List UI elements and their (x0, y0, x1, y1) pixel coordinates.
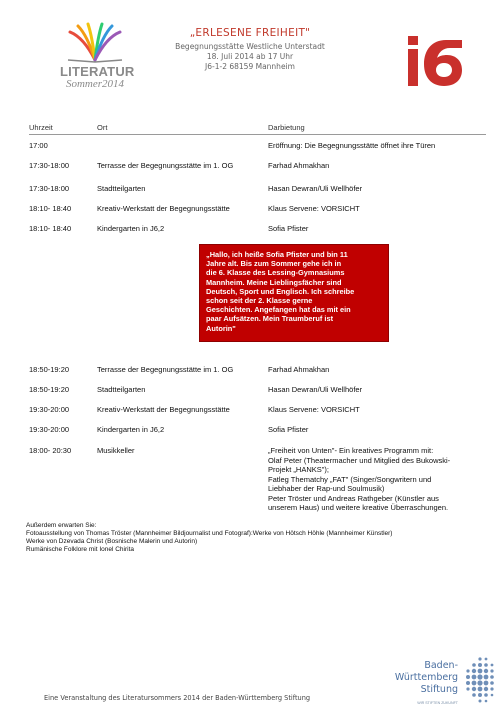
literatursommer-logo (60, 22, 135, 94)
row-performer: Klaus Servene: VORSICHT (268, 405, 360, 414)
i6-logo-mark (406, 36, 464, 88)
bw-line: Württemberg (394, 672, 458, 683)
performer-line: Peter Tröster und Andreas Rathgeber (Künstler aus (268, 493, 439, 503)
row-performer: Sofia Pfister (268, 224, 309, 233)
row-performer: Farhad Ahmakhan (268, 161, 330, 170)
event-address: J6-1-2 68159 Mannheim (205, 62, 295, 71)
quote-line: die 6. Klasse des Lessing-Gymnasiums (206, 268, 345, 278)
row-place: Stadtteilgarten (97, 184, 146, 193)
header-performer: Darbietung (268, 123, 305, 132)
quote-line: schon seit der 2. Klasse gerne (206, 296, 313, 306)
event-title: „ERLESENE FREIHEIT" (189, 27, 311, 39)
row-time: 18:00- 20:30 (29, 446, 72, 455)
header-place: Ort (97, 123, 108, 132)
event-header (150, 27, 350, 72)
row-time: 17:30-18:00 (29, 184, 70, 193)
literatur-wordmark: LITERATUR (60, 64, 135, 79)
row-performer: Hasan Dewran/Uli Wellhöfer (268, 184, 363, 193)
additional-line: Fotoausstellung von Thomas Tröster (Mannheimer Bildjournalist und Fotograf):Werke von Hötsch Höhle (Mannheimer Künstler) (26, 530, 393, 537)
performer-line: Fatleg Thematchy „FAT" (Singer/Songwritern und (268, 474, 432, 484)
additional-offers (26, 522, 496, 554)
performer-line: Liebhaber der Rap-und Soulmusik) (268, 484, 385, 493)
quote-line: Geschichten. Angefangen hat das mit ein (206, 305, 351, 315)
performer-line: Olaf Peter (Theatermacher und Mitglied des Bukowski- (268, 455, 451, 465)
row-performer: Farhad Ahmakhan (268, 365, 330, 374)
row-time: 18:50-19:20 (29, 385, 70, 394)
performer-line: „Freiheit von Unten"- Ein kreatives Programm mit: (268, 446, 434, 455)
row-performer: Sofia Pfister (268, 425, 309, 434)
row-place: Musikkeller (97, 446, 135, 455)
additional-heading: Außerdem erwarten Sie: (26, 522, 97, 529)
performer-line: Projekt „HANKS"); (268, 465, 330, 474)
quote-line: Deutsch, Sport und Englisch. Ich schreibe (206, 286, 355, 296)
sofia-pfister-quote-box (199, 244, 389, 342)
event-venue: Begegnungsstätte Westliche Unterstadt (175, 42, 325, 51)
footer-text: Eine Veranstaltung des Literatursommers 2014 der Baden-Württemberg Stiftung (44, 694, 311, 702)
row-place: Kreativ-Werkstatt der Begegnungsstätte (97, 204, 230, 213)
row-performer-multiline (268, 446, 480, 513)
i6-logo (406, 36, 464, 88)
row-place: Terrasse der Begegnungsstätte im 1. OG (97, 161, 234, 170)
row-time: 18:10- 18:40 (29, 204, 72, 213)
row-performer: Hasan Dewran/Uli Wellhöfer (268, 385, 363, 394)
row-place: Kreativ-Werkstatt der Begegnungsstätte (97, 405, 230, 414)
sommer-wordmark: Sommer2014 (65, 78, 125, 90)
row-place: Kindergarten in J6,2 (97, 224, 165, 233)
row-time: 18:10- 18:40 (29, 224, 72, 233)
row-time: 17:30-18:00 (29, 161, 70, 170)
bw-line: Baden- (424, 660, 458, 671)
additional-line: Rumänische Folklore mit Ionel Chirita (26, 546, 135, 553)
row-place: Terrasse der Begegnungsstätte im 1. OG (97, 365, 234, 374)
row-time: 19:30-20:00 (29, 425, 70, 434)
baden-wuerttemberg-stiftung-logo (394, 656, 498, 712)
quote-line: Jahre alt. Bis zum Sommer gehe ich in (206, 259, 342, 269)
performer-line: unserem Haus) und weitere kreative Überraschungen. (268, 503, 449, 512)
row-time: 18:50-19:20 (29, 365, 70, 374)
header-divider (29, 134, 486, 135)
bw-tagline: WIR STIFTEN ZUKUNFT (417, 701, 458, 705)
additional-line: Werke von Dzevada Christ (Bosnische Malerin und Autorin) (26, 538, 198, 545)
event-date: 18. Juli 2014 ab 17 Uhr (206, 52, 294, 61)
quote-line: Autorin" (206, 323, 236, 333)
quote-line: „Hallo, ich heiße Sofia Pfister und bin 11 (206, 250, 348, 259)
row-time: 17:00 (29, 141, 48, 150)
row-performer: Klaus Servene: VORSICHT (268, 204, 360, 213)
row-place: Kindergarten in J6,2 (97, 425, 165, 434)
row-performer: Eröffnung: Die Begegnungsstätte öffnet ihre Türen (268, 141, 436, 150)
dot-grid-icon (460, 656, 496, 708)
bw-line: Stiftung (420, 684, 458, 695)
quote-line: Mannheim. Meine Lieblingsfächer sind (206, 277, 342, 287)
open-book-icon (60, 22, 130, 64)
quote-line: paar Aufsätzen. Mein Traumberuf ist (206, 314, 334, 324)
header-time: Uhrzeit (29, 123, 53, 132)
row-place: Stadtteilgarten (97, 385, 146, 394)
row-time: 19:30-20:00 (29, 405, 70, 414)
